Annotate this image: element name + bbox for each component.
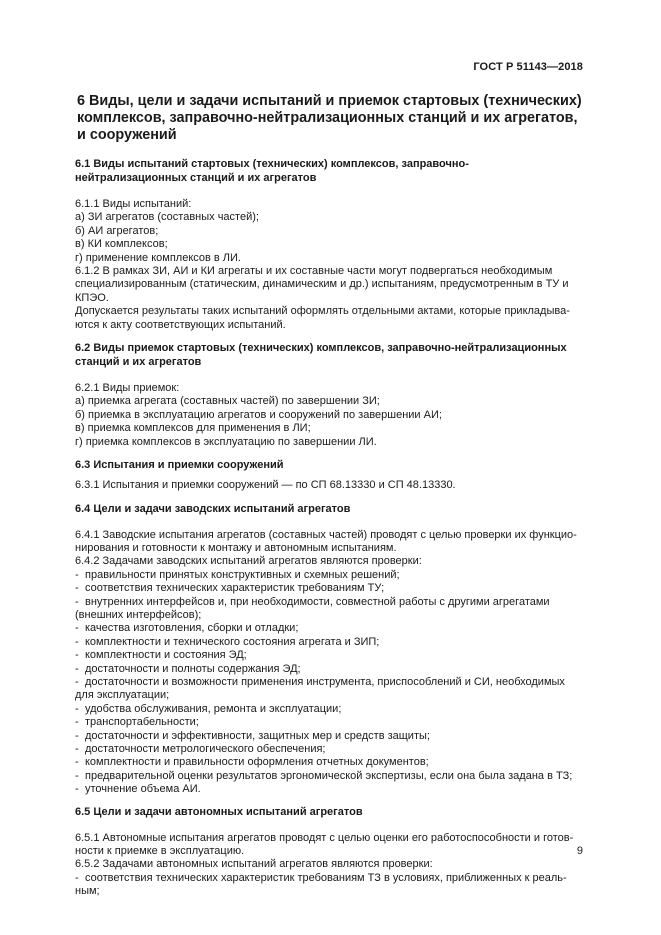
paragraph-line: ются к акту соответствующих испытаний.	[75, 318, 286, 331]
list-item-continuation: для эксплуатации;	[75, 689, 170, 702]
list-item: - комплектности и состояния ЭД;	[75, 649, 247, 662]
list-item: - комплектности и технического состояния агрегата и ЗИП;	[75, 635, 380, 648]
list-item: б) АИ агрегатов;	[75, 224, 159, 237]
subsection-6-1-title	[75, 157, 585, 185]
list-item: а) приемка агрегата (составных частей) по завершении ЗИ;	[75, 395, 380, 408]
list-item: - транспортабельности;	[75, 716, 199, 729]
paragraph-line: нирования и готовности к монтажу и автономным испытаниям.	[75, 541, 397, 554]
paragraph-line: 6.1.2 В рамках ЗИ, АИ и КИ агрегаты и их составные части могут подвергаться необходимым	[75, 265, 553, 278]
list-item: а) ЗИ агрегатов (составных частей);	[75, 211, 259, 224]
list-item: - комплектности и правильности оформления отчетных документов;	[75, 756, 429, 769]
list-item: - правильности принятых конструктивных и схемных решений;	[75, 568, 400, 581]
page-number: 9	[576, 845, 583, 857]
list-item: - уточнение объема АИ.	[75, 783, 201, 796]
list-item: г) применение комплексов в ЛИ.	[75, 251, 241, 264]
paragraph-line: 6.5.1 Автономные испытания агрегатов проводят с целью оценки его работоспособности и готов-	[75, 831, 574, 844]
list-item: в) приемка комплексов для применения в ЛИ;	[75, 422, 311, 435]
paragraph-line: Допускается результаты таких испытаний оформлять отдельными актами, которые прикладыва-	[75, 305, 570, 318]
paragraph-line: ности к приемке в эксплуатацию.	[75, 845, 245, 858]
title-line: 6.2 Виды приемок стартовых (технических) комплексов, заправочно-нейтрализационных	[75, 342, 567, 355]
list-item: - внутренних интерфейсов и, при необходимости, совместной работы с другими агрегатами	[75, 595, 550, 608]
list-item: - достаточности и эффективности, защитных мер и средств защиты;	[75, 729, 430, 742]
list-item: - достаточности и полноты содержания ЭД;	[75, 662, 301, 675]
list-item: - достаточности метрологического обеспечения;	[75, 743, 326, 755]
standard-header: ГОСТ Р 51143—2018	[473, 61, 583, 73]
subsection-6-4-title: 6.4 Цели и задачи заводских испытаний агрегатов	[75, 502, 351, 515]
title-line: и сооружений	[77, 127, 177, 143]
subsection-6-2-title	[75, 341, 585, 369]
page-content	[75, 93, 585, 899]
paragraph-line: 6.5.2 Задачами автономных испытаний агрегатов являются проверки:	[75, 858, 433, 871]
list-item: - качества изготовления, сборки и отладки;	[75, 622, 299, 635]
list-item-continuation: ным;	[75, 885, 100, 898]
list-item: - соответствия технических характеристик требованиям ТЗ в условиях, приближенных к реаль-	[75, 871, 567, 884]
list-item: - соответствия технических характеристик требованиям ТУ;	[75, 582, 385, 595]
title-line: 6 Виды, цели и задачи испытаний и приемок стартовых (технических)	[77, 93, 582, 109]
list-item-continuation: (внешних интерфейсов);	[75, 608, 202, 621]
list-item: б) приемка в эксплуатацию агрегатов и сооружений по завершении АИ;	[75, 408, 442, 421]
title-line: комплексов, заправочно-нейтрализационных станций и их агрегатов,	[77, 110, 578, 126]
title-line: 6.1 Виды испытаний стартовых (технических) комплексов, заправочно-	[75, 158, 469, 170]
subsection-6-3-title: 6.3 Испытания и приемки сооружений	[75, 459, 284, 472]
list-item: 6.1.1 Виды испытаний:	[75, 198, 192, 210]
paragraph-line: специализированным (статическим, динамическим и др.) испытаниям, предусмотренным в ТУ и КПЭО.	[75, 278, 569, 304]
list-item: - достаточности и возможности применения инструмента, приспособлений и СИ, необходимых	[75, 675, 565, 688]
list-item: в) КИ комплексов;	[75, 238, 168, 251]
list-item: - удобства обслуживания, ремонта и эксплуатации;	[75, 702, 342, 715]
list-item: - предварительной оценки результатов эргономической экспертизы, если она была задана в ТЗ;	[75, 769, 573, 782]
list-item: г) приемка комплексов в эксплуатацию по завершении ЛИ.	[75, 435, 377, 448]
section-6-title	[77, 93, 585, 144]
paragraph-line: 6.4.1 Заводские испытания агрегатов (составных частей) проводят с целью проверки их функцио-	[75, 528, 577, 541]
list-item: 6.2.1 Виды приемок:	[75, 382, 180, 395]
paragraph-line: 6.3.1 Испытания и приемки сооружений — по СП 68.13330 и СП 48.13330.	[75, 479, 456, 492]
title-line: нейтрализационных станций и их агрегатов	[75, 172, 317, 184]
subsection-6-5-title: 6.5 Цели и задачи автономных испытаний агрегатов	[75, 805, 363, 818]
paragraph-line: 6.4.2 Задачами заводских испытаний агрегатов являются проверки:	[75, 555, 422, 568]
title-line: станций и их агрегатов	[75, 356, 202, 369]
